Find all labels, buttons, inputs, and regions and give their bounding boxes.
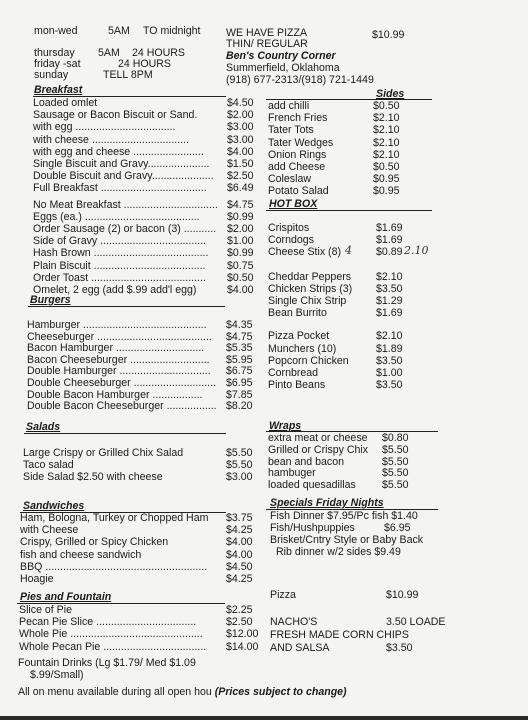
wraps-item-name: extra meat or cheese xyxy=(268,432,368,444)
hotbox-item-name: Popcorn Chicken xyxy=(268,354,349,367)
sides-item-price: $0.50 xyxy=(373,100,400,112)
footer-availability xyxy=(18,686,347,698)
sides-item-price: $0.95 xyxy=(373,185,400,198)
hotbox-item-name: Pinto Beans xyxy=(268,379,326,392)
hotbox-item-name: Munchers (10) xyxy=(268,342,337,355)
sandwiches-item-price: $3.75 xyxy=(226,512,253,524)
burgers-item-price: $6.95 xyxy=(226,377,253,389)
breakfast-item-price: $4.50 xyxy=(227,97,254,109)
footer-text: All on menu available during all open hou xyxy=(18,686,212,698)
specials-brisket: Brisket/Cntry Style or Baby Back xyxy=(270,534,424,546)
hours-thu-open: 5AM xyxy=(98,47,120,59)
hours-thu-close: 24 HOURS xyxy=(132,47,185,59)
hotbox-item-name: Chicken Strips (3) xyxy=(268,282,353,295)
breakfast-item-name: Omelet, 2 egg (add $.99 add'l egg) xyxy=(33,284,197,296)
breakfast-item-name: with egg .................................. xyxy=(33,121,176,134)
breakfast-item-price: $1.50 xyxy=(227,158,254,170)
pies-item-name: Whole Pie ............................................. xyxy=(19,628,203,641)
sides-item-name: add chilli xyxy=(268,100,310,112)
breakfast-heading: Breakfast xyxy=(34,84,83,96)
sandwiches-item-name: fish and cheese sandwich xyxy=(20,548,142,561)
hotbox-item-price: $2.10 xyxy=(376,270,403,283)
pizza-heading: WE HAVE PIZZA xyxy=(226,27,308,39)
hotbox-item-price: $1.29 xyxy=(376,295,403,307)
wraps-item-name: loaded quesadillas xyxy=(268,479,356,492)
hotbox-item-name: Cheddar Peppers xyxy=(268,270,352,283)
breakfast-item-name: Order Sausage (2) or bacon (3) ........... xyxy=(33,223,217,235)
breakfast-item-name: No Meat Breakfast ................................ xyxy=(33,198,218,211)
nachos-name: NACHO'S xyxy=(270,616,318,628)
hotbox-item-name: Pizza Pocket xyxy=(268,330,330,343)
burgers-item-name: Cheeseburger ....................................... xyxy=(27,330,212,343)
hotbox-item-name: Corndogs xyxy=(268,234,314,247)
breakfast-item-name: Side of Gravy .................................... xyxy=(33,235,207,248)
hotbox-item-name: Cheese Stix (8) xyxy=(268,246,342,259)
fountain-drinks-line: Fountain Drinks (Lg $1.79/ Med $1.09 xyxy=(18,657,196,669)
sandwiches-item-price: $4.00 xyxy=(226,548,253,561)
burgers-rule xyxy=(28,306,225,307)
nachos-salsa-price: $3.50 xyxy=(386,642,413,654)
footer-price-note: (Prices subject to change) xyxy=(214,686,347,698)
breakfast-item-name: Plain Biscuit ...................................... xyxy=(33,259,206,272)
sandwiches-item-name: Ham, Bologna, Turkey or Chopped Ham xyxy=(20,512,209,524)
sandwiches-item-price: $4.25 xyxy=(226,573,253,585)
burgers-item-price: $5.35 xyxy=(226,342,253,355)
breakfast-item-name: with egg and cheese ........................ xyxy=(33,145,204,158)
burgers-item-price: $5.95 xyxy=(226,353,253,366)
breakfast-item-name: Hash Brown ....................................... xyxy=(33,247,209,260)
fountain-drinks-small: $.99/Small) xyxy=(30,669,84,681)
breakfast-item-price: $0.99 xyxy=(227,247,254,260)
pies-item-price: $2.25 xyxy=(226,604,253,616)
breakfast-item-price: $0.50 xyxy=(227,271,254,284)
salads-item-price: $5.50 xyxy=(226,458,253,471)
wraps-item-price: $5.50 xyxy=(382,443,409,456)
pizza-price-top: $10.99 xyxy=(372,29,405,41)
sandwiches-item-name: BBQ ....................................................... xyxy=(20,560,208,573)
wraps-item-name: Grilled or Crispy Chix xyxy=(268,443,369,456)
sandwiches-item-price: $4.50 xyxy=(226,560,253,573)
burgers-item-price: $6.75 xyxy=(226,365,253,378)
sides-item-price: $0.95 xyxy=(373,173,400,186)
hotbox-heading: HOT BOX xyxy=(269,198,318,210)
breakfast-item-price: $6.49 xyxy=(227,182,254,195)
hotbox-item-price: $1.00 xyxy=(376,367,403,379)
sides-item-name: Coleslaw xyxy=(268,173,311,186)
specials-heading: Specials Friday Nights xyxy=(270,497,384,509)
breakfast-item-price: $4.00 xyxy=(227,284,254,296)
burgers-item-price: $4.75 xyxy=(226,330,253,343)
breakfast-item-name: Double Biscuit and Gravy..................... xyxy=(33,170,214,183)
pies-heading: Pies and Fountain xyxy=(20,591,112,603)
sides-item-price: $2.10 xyxy=(373,124,400,137)
salads-item-price: $3.00 xyxy=(226,470,253,483)
pies-item-price: $12.00 xyxy=(226,628,259,641)
sides-item-price: $0.50 xyxy=(373,161,400,173)
breakfast-item-price: $3.00 xyxy=(227,121,254,134)
breakfast-item-name: Full Breakfast .................................... xyxy=(33,182,207,195)
breakfast-item-price: $0.99 xyxy=(227,210,254,223)
breakfast-item-name: Single Biscuit and Gravy..................... xyxy=(33,158,210,170)
breakfast-item-name: Sausage or Bacon Biscuit or Sand. xyxy=(33,109,198,122)
salads-item-name: Side Salad $2.50 with cheese xyxy=(23,470,163,483)
sides-item-name: add Cheese xyxy=(268,161,326,173)
sides-item-name: Potato Salad xyxy=(268,185,329,198)
wraps-item-name: hambuger xyxy=(268,467,316,480)
hotbox-item-price: $3.50 xyxy=(376,282,403,295)
sandwiches-item-name: Crispy, Grilled or Spicy Chicken xyxy=(20,536,169,549)
hours-sun-days: sunday xyxy=(34,69,69,81)
sides-item-price: $2.10 xyxy=(373,136,400,149)
breakfast-item-price: $1.00 xyxy=(227,235,254,248)
hotbox-rule xyxy=(266,210,432,211)
sandwiches-item-price: $4.25 xyxy=(226,524,253,537)
breakfast-item-price: $0.75 xyxy=(227,259,254,272)
breakfast-item-name: Eggs (ea.) ....................................... xyxy=(33,210,200,223)
breakfast-item-price: $3.00 xyxy=(227,133,254,146)
hotbox-item-price: $1.69 xyxy=(376,307,403,320)
burgers-item-price: $8.20 xyxy=(226,400,253,413)
specials-fish-hushpuppies: Fish/Hushpuppies xyxy=(270,522,355,534)
salads-heading: Salads xyxy=(26,421,61,433)
hours-monwed-open: 5AM xyxy=(108,25,130,37)
specials-rib-dinner: Rib dinner w/2 sides $9.49 xyxy=(276,546,401,558)
burgers-item-name: Double Hamburger ............................... xyxy=(27,365,211,378)
burgers-item-name: Double Bacon Cheeseburger ................. xyxy=(27,400,217,413)
salads-item-price: $5.50 xyxy=(226,447,253,459)
burgers-item-name: Bacon Cheeseburger ........................... xyxy=(27,353,210,366)
breakfast-item-price: $4.75 xyxy=(227,198,254,211)
salads-rule xyxy=(24,433,226,434)
pizza-bottom-price: $10.99 xyxy=(386,589,419,601)
burgers-item-name: Double Cheeseburger ............................ xyxy=(27,377,217,389)
wraps-item-price: $5.50 xyxy=(382,467,409,480)
wraps-item-price: $5.50 xyxy=(382,455,409,468)
pies-item-name: Whole Pecan Pie ................................... xyxy=(19,640,207,653)
sandwiches-item-price: $4.00 xyxy=(226,536,253,549)
hotbox-item-price: $3.50 xyxy=(376,354,403,367)
hours-monwed-days: mon-wed xyxy=(34,25,78,37)
restaurant-phone: (918) 677-2313/(918) 721-1449 xyxy=(226,74,374,86)
burgers-item-name: Hamburger .......................................... xyxy=(27,319,207,331)
hours-frisat-days: friday -sat xyxy=(34,58,81,70)
sides-item-name: Tater Tots xyxy=(268,124,314,137)
hotbox-item-price: $0.89 xyxy=(376,246,403,259)
sandwiches-heading: Sandwiches xyxy=(23,500,85,512)
specials-fish-hushpuppies-price: $6.95 xyxy=(384,522,411,534)
hotbox-item-name: Bean Burrito xyxy=(268,307,327,320)
hotbox-item-price: $1.69 xyxy=(376,222,403,234)
wraps-item-price: $0.80 xyxy=(382,432,409,444)
hours-sun-close: TELL 8PM xyxy=(103,69,153,81)
sides-item-name: French Fries xyxy=(268,112,328,125)
hotbox-item-name: Single Chix Strip xyxy=(268,295,347,307)
burgers-item-name: Bacon Hamburger .............................. xyxy=(27,342,205,355)
pizza-subheading: THIN/ REGULAR xyxy=(226,38,308,50)
sides-item-name: Onion Rings xyxy=(268,148,327,161)
breakfast-item-price: $2.50 xyxy=(227,170,254,183)
hours-monwed-close: TO midnight xyxy=(143,25,201,37)
hours-frisat-close: 24 HOURS xyxy=(118,58,171,70)
sides-item-price: $2.10 xyxy=(373,148,400,161)
breakfast-item-price: $2.00 xyxy=(227,223,254,235)
wraps-item-name: bean and bacon xyxy=(268,455,344,468)
wraps-item-price: $5.50 xyxy=(382,479,409,492)
salads-item-name: Large Crispy or Grilled Chix Salad xyxy=(23,447,184,459)
burgers-item-name: Double Bacon Hamburger ................. xyxy=(27,388,203,401)
breakfast-item-name: Order Toast ....................................... xyxy=(33,271,206,284)
wraps-heading: Wraps xyxy=(269,420,302,432)
burgers-item-price: $7.85 xyxy=(226,388,253,401)
sides-heading: Sides xyxy=(376,88,405,100)
pizza-bottom-name: Pizza xyxy=(270,589,296,601)
sandwiches-item-name: Hoagie xyxy=(20,573,54,585)
pies-item-name: Slice of Pie xyxy=(19,604,72,616)
sides-item-name: Tater Wedges xyxy=(268,136,334,149)
breakfast-item-price: $4.00 xyxy=(227,145,254,158)
sides-item-price: $2.10 xyxy=(373,112,400,125)
hours-thu-days: thursday xyxy=(34,47,75,59)
nachos-chips: FRESH MADE CORN CHIPS xyxy=(270,629,409,641)
cheese-stix-handwritten-count: 4 xyxy=(345,244,352,257)
hotbox-item-price: $1.69 xyxy=(376,234,403,247)
hotbox-item-name: Cornbread xyxy=(268,367,319,379)
salads-item-name: Taco salad xyxy=(23,458,74,471)
pies-item-name: Pecan Pie Slice .................................. xyxy=(19,616,197,629)
hotbox-item-price: $3.50 xyxy=(376,379,403,392)
hotbox-item-name: Crispitos xyxy=(268,222,310,234)
breakfast-item-price: $2.00 xyxy=(227,109,254,122)
hotbox-item-price: $2.10 xyxy=(376,330,403,343)
restaurant-name: Ben's Country Corner xyxy=(226,50,336,62)
burgers-item-price: $4.35 xyxy=(226,319,253,331)
nachos-loaded-price: 3.50 LOADE xyxy=(386,616,446,628)
hotbox-item-price: $1.89 xyxy=(376,342,403,355)
specials-fish-dinner: Fish Dinner $7.95/Pc fish $1.40 xyxy=(270,510,418,522)
pies-item-price: $2.50 xyxy=(226,616,253,629)
nachos-salsa: AND SALSA xyxy=(270,642,330,654)
breakfast-item-name: Loaded omlet xyxy=(33,97,98,109)
restaurant-city: Summerfield, Oklahoma xyxy=(226,62,340,74)
sandwiches-item-name: with Cheese xyxy=(20,524,79,537)
burgers-heading: Burgers xyxy=(30,294,71,306)
pies-item-price: $14.00 xyxy=(226,640,259,653)
cheese-stix-handwritten-price: 2.10 xyxy=(404,244,429,257)
breakfast-item-name: with cheese ................................. xyxy=(33,133,190,146)
